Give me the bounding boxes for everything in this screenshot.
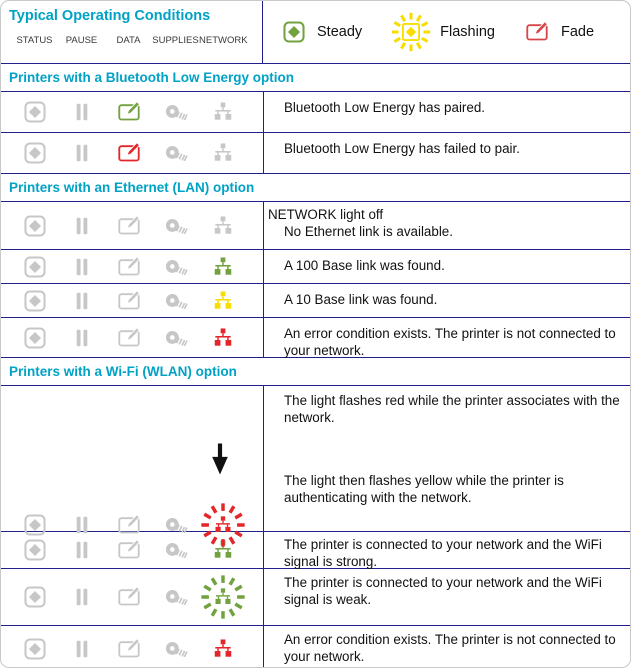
column-headers (11, 35, 262, 46)
row-description: A 100 Base link was found. (263, 250, 630, 283)
indicator-icons (1, 133, 263, 173)
supplies-icon (152, 327, 199, 349)
indicator-icons (1, 318, 263, 357)
page-title: Typical Operating Conditions (9, 8, 211, 24)
table-row (1, 317, 630, 357)
status-icon (11, 215, 58, 237)
row-description: The printer is connected to your network and the WiFi signal is weak. (263, 569, 630, 625)
column-header-status: STATUS (16, 35, 53, 46)
network-icon (199, 256, 246, 278)
pause-icon (58, 290, 105, 312)
data-icon (105, 215, 152, 237)
data-icon (105, 514, 152, 536)
legend-steady-label: Steady (317, 24, 363, 40)
row-description: The printer is connected to your network and the WiFi signal is strong. (263, 532, 630, 568)
row-description: The light flashes red while the printer associates with the network. The light then flashes yellow while the printer is authenticating with the network. (263, 386, 630, 531)
row-description: A 10 Base link was found. (263, 284, 630, 317)
status-icon (11, 290, 58, 312)
network-flashing-icon (199, 515, 246, 535)
pause-icon (58, 142, 105, 164)
indicator-icons (1, 250, 263, 283)
status-icon (11, 101, 58, 123)
column-header-pause: PAUSE (65, 35, 98, 46)
status-icon (11, 142, 58, 164)
supplies-icon (152, 215, 199, 237)
data-icon (105, 101, 152, 123)
pause-icon (58, 327, 105, 349)
data-icon (105, 142, 152, 164)
row-description: NETWORK light off No Ethernet link is available. (263, 202, 630, 249)
legend-fade-label: Fade (560, 24, 595, 40)
supplies-icon (152, 290, 199, 312)
table-row (1, 283, 630, 317)
row-description: Bluetooth Low Energy has failed to pair. (263, 133, 630, 173)
network-icon (199, 327, 246, 349)
network-flashing-icon (199, 587, 246, 607)
supplies-icon (152, 101, 199, 123)
indicator-icons (1, 92, 263, 132)
transition-arrow-icon (208, 443, 232, 476)
pause-icon (58, 215, 105, 237)
column-header-data: DATA (116, 35, 141, 46)
network-icon (199, 215, 246, 237)
data-icon (105, 256, 152, 278)
table-row (1, 201, 630, 249)
pause-icon (58, 256, 105, 278)
status-icon (11, 256, 58, 278)
section-header-ethernet: Printers with an Ethernet (LAN) option (1, 173, 630, 201)
status-icon (11, 327, 58, 349)
data-icon (105, 290, 152, 312)
row-description: An error condition exists. The printer is not connected to your network. (263, 318, 630, 357)
legend-flashing-label: Flashing (440, 24, 495, 40)
indicator-icons (1, 202, 263, 249)
indicator-icons-double (1, 386, 263, 531)
data-icon (105, 327, 152, 349)
pause-icon (58, 101, 105, 123)
fade-icon (525, 21, 549, 43)
network-icon (199, 101, 246, 123)
table-row-double (1, 385, 630, 531)
network-icon (199, 142, 246, 164)
legend (263, 1, 630, 63)
header-left (1, 1, 263, 63)
table-row (1, 132, 630, 173)
indicator-icons-bottom (1, 656, 263, 668)
table-row (1, 249, 630, 283)
steady-icon (283, 21, 305, 43)
flashing-icon (388, 9, 434, 55)
supplies-icon (152, 142, 199, 164)
column-header-supplies: SUPPLIES (152, 35, 199, 46)
section-header-bluetooth: Printers with a Bluetooth Low Energy option (1, 63, 630, 91)
indicator-icons (1, 284, 263, 317)
supplies-icon (152, 514, 199, 536)
section-header-wifi: Printers with a Wi-Fi (WLAN) option (1, 357, 630, 385)
row-description: An error condition exists. The printer is not connected to your network. (263, 626, 630, 668)
table-header (1, 1, 630, 63)
status-icon (11, 514, 58, 536)
supplies-icon (152, 256, 199, 278)
column-header-network: NETWORK (199, 35, 248, 46)
row-description: Bluetooth Low Energy has paired. (263, 92, 630, 132)
pause-icon (58, 514, 105, 536)
table-row (1, 91, 630, 132)
network-icon (199, 290, 246, 312)
